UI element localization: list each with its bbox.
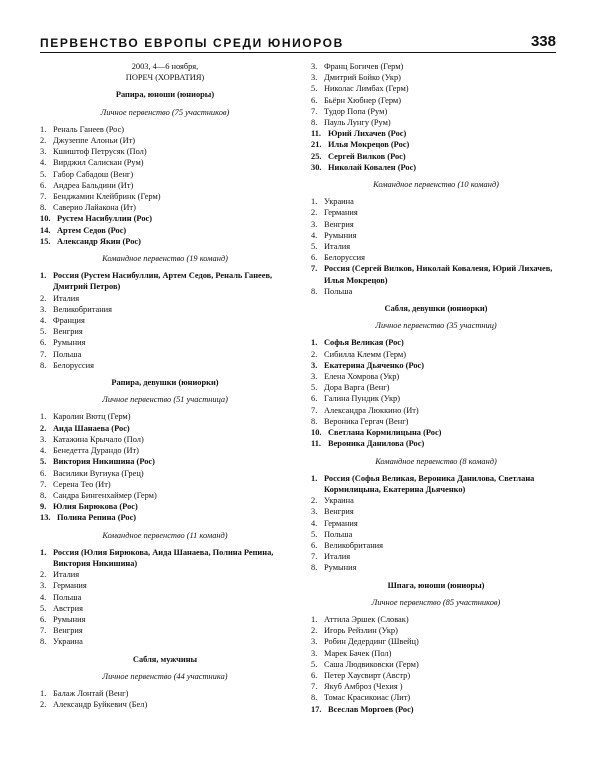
list-item: 2. Аида Шанаева (Рос) bbox=[40, 423, 130, 433]
list-item: 8. Вероника Гергач (Венг) bbox=[311, 416, 409, 426]
list-item: 13. Полина Репина (Рос) bbox=[40, 513, 137, 523]
individual-list-foil-girls bbox=[40, 411, 290, 523]
list-item: 7. Польша bbox=[40, 349, 82, 359]
list-item: 10. Рустем Насибуллин (Рос) bbox=[40, 214, 153, 224]
list-item: 3. Германия bbox=[40, 581, 87, 591]
list-item: 5. Николас Лимбах (Герм) bbox=[311, 84, 409, 94]
individual-list-sabre-girls bbox=[311, 337, 561, 449]
list-item: 6. Василики Вугиука (Грец) bbox=[40, 468, 144, 478]
list-item: 4. Германия bbox=[311, 518, 358, 528]
team-list-sabre-men bbox=[311, 196, 561, 297]
list-item: 6. Румыния bbox=[40, 338, 86, 348]
list-item: 1. Каролин Вютц (Герм) bbox=[40, 412, 131, 422]
list-item: 8. Румыния bbox=[311, 563, 357, 573]
team-title-foil-boys: Командное первенство (19 команд) bbox=[102, 254, 228, 264]
list-item: 7. Александра Люккино (Ит) bbox=[311, 405, 419, 415]
list-item: 2. Украина bbox=[311, 496, 354, 506]
list-item: 2. Сибилла Клемм (Герм) bbox=[311, 349, 407, 359]
left-column bbox=[40, 61, 290, 710]
list-item: 6. Андреа Бальдини (Ит) bbox=[40, 180, 134, 190]
list-item: 30. Николай Ковален (Рос) bbox=[311, 162, 417, 172]
list-item: 6. Белоруссия bbox=[311, 253, 365, 263]
list-item: 21. Илья Мокрецов (Рос) bbox=[311, 140, 410, 150]
list-item: 5. Виктория Никишина (Рос) bbox=[40, 457, 155, 467]
list-item: 4. Румыния bbox=[311, 230, 357, 240]
list-item: 3. Венгрия bbox=[311, 507, 354, 517]
list-item: 7. Якуб Амброз (Чехия ) bbox=[311, 682, 403, 692]
individual-list-epee-boys bbox=[311, 614, 561, 715]
team-list-sabre-girls bbox=[311, 473, 561, 574]
list-item: 1. Россия (Рустем Насибуллин, Артем Седов, Реналь Ганеев, Дмитрий Петров) bbox=[40, 271, 273, 292]
team-title-sabre-men: Командное первенство (10 команд) bbox=[373, 180, 499, 190]
list-item: 25. Сергей Вилков (Рос) bbox=[311, 151, 406, 161]
list-item: 2. Италия bbox=[40, 570, 80, 580]
list-item: 5. Габор Сабадош (Венг) bbox=[40, 169, 134, 179]
list-item: 3. Катажина Крычало (Пол) bbox=[40, 434, 144, 444]
list-item: 3. Франц Богичев (Герм) bbox=[311, 62, 404, 71]
list-item: 17. Всеслав Моргоев (Рос) bbox=[311, 704, 414, 714]
list-item: 15. Александр Якин (Рос) bbox=[40, 236, 141, 246]
header-rule bbox=[40, 52, 556, 53]
list-item: 7. Тудор Попа (Рум) bbox=[311, 106, 388, 116]
individual-title-foil-girls: Личное первенство (51 участница) bbox=[102, 395, 228, 405]
list-item: 3. Венгрия bbox=[311, 219, 354, 229]
list-item: 3. Дмитрий Бойко (Укр) bbox=[311, 73, 401, 83]
event-place: ПОРЕЧ (ХОРВАТИЯ) bbox=[125, 73, 205, 83]
list-item: 1. Балаж Лонтай (Венг) bbox=[40, 688, 129, 698]
list-item: 5. Венгрия bbox=[40, 327, 83, 337]
list-item: 1. Софья Великая (Рос) bbox=[311, 338, 404, 348]
individual-title-sabre-girls: Личное первенство (35 участниц) bbox=[375, 321, 497, 331]
list-item: 1. Украина bbox=[311, 197, 354, 207]
list-item: 3. Екатерина Дьяченко (Рос) bbox=[311, 360, 425, 370]
list-item: 3. Елена Хомрова (Укр) bbox=[311, 372, 400, 382]
list-item: 8. Украина bbox=[40, 637, 83, 647]
list-item: 1. Россия (Юлия Бирюкова, Аида Шанаева, Полина Репина, Виктория Никишина) bbox=[40, 547, 274, 568]
list-item: 5. Австрия bbox=[40, 603, 83, 613]
list-item: 4. Бенедетта Дурандо (Ит) bbox=[40, 446, 139, 456]
right-column bbox=[311, 61, 561, 715]
list-item: 6. Галина Пундик (Укр) bbox=[311, 394, 401, 404]
list-item: 6. Румыния bbox=[40, 614, 86, 624]
list-item: 7. Бенджамин Клейбринк (Герм) bbox=[40, 192, 161, 202]
list-item: 3. Великобритания bbox=[40, 304, 113, 314]
list-item: 1. Аттила Эршек (Словак) bbox=[311, 614, 409, 624]
individual-title-sabre-men: Личное первенство (44 участника) bbox=[102, 671, 228, 681]
list-item: 11. Юрий Лихачев (Рос) bbox=[311, 129, 407, 139]
list-item: 6. Великобритания bbox=[311, 540, 384, 550]
list-item: 4. Польша bbox=[40, 592, 82, 602]
list-item: 6. Бьёрн Хюбнер (Герм) bbox=[311, 95, 402, 105]
list-item: 1. Реналь Ганеев (Рос) bbox=[40, 124, 125, 134]
team-list-foil-girls bbox=[40, 547, 290, 648]
individual-list-foil-boys bbox=[40, 124, 290, 247]
list-item: 7. Россия (Сергей Вилков, Николай Коваленя, Юрий Лихачев, Илья Мокрецов) bbox=[311, 264, 553, 285]
list-item: 3. Кшиштоф Петрусяк (Пол) bbox=[40, 147, 147, 157]
page-number: 338 bbox=[530, 33, 556, 50]
team-list-foil-boys bbox=[40, 270, 290, 371]
list-item: 8. Белоруссия bbox=[40, 360, 94, 370]
list-item: 8. Пауль Лунгу (Рум) bbox=[311, 118, 391, 128]
list-item: 10. Светлана Кормилицына (Рос) bbox=[311, 428, 442, 438]
list-item: 14. Артем Седов (Рос) bbox=[40, 225, 127, 235]
list-item: 4. Вирджил Салискан (Рум) bbox=[40, 158, 144, 168]
list-item: 5. Польша bbox=[311, 529, 353, 539]
page-header bbox=[40, 33, 556, 53]
list-item: 8. Саверио Лайакона (Ит) bbox=[40, 203, 136, 213]
running-title: ПЕРВЕНСТВО ЕВРОПЫ СРЕДИ ЮНИОРОВ bbox=[40, 36, 344, 50]
list-item: 8. Сандра Бингенхаймер (Герм) bbox=[40, 490, 157, 500]
list-item: 2. Игорь Рейзлин (Укр) bbox=[311, 626, 398, 636]
list-item: 2. Италия bbox=[40, 293, 80, 303]
team-title-foil-girls: Командное первенство (11 команд) bbox=[102, 530, 228, 540]
section-title-sabre-girls: Сабля, девушки (юниорки) bbox=[384, 304, 488, 314]
list-item: 7. Серена Тео (Ит) bbox=[40, 479, 111, 489]
individual-list-sabre-men-part2 bbox=[311, 61, 561, 173]
list-item: 9. Юлия Бирюкова (Рос) bbox=[40, 502, 138, 512]
list-item: 2. Джузеппе Алоньи (Ит) bbox=[40, 136, 136, 146]
section-title-foil-boys: Рапира, юноши (юниоры) bbox=[115, 90, 215, 100]
list-item: 7. Италия bbox=[311, 552, 351, 562]
list-item: 3. Марек Бачек (Пол) bbox=[311, 648, 392, 658]
list-item: 6. Петер Хаусвирт (Австр) bbox=[311, 670, 411, 680]
list-item: 5. Дора Варга (Венг) bbox=[311, 383, 390, 393]
event-date: 2003, 4—6 ноября, bbox=[131, 62, 199, 71]
section-title-sabre-men: Сабля, мужчины bbox=[132, 654, 198, 664]
section-title-epee-boys: Шпага, юноши (юниоры) bbox=[387, 580, 485, 590]
individual-list-sabre-men-part1 bbox=[40, 688, 290, 710]
section-title-foil-girls: Рапира, девушки (юниорки) bbox=[111, 378, 219, 388]
list-item: 2. Александр Буйкевич (Бел) bbox=[40, 700, 148, 710]
list-item: 4. Франция bbox=[40, 316, 85, 326]
list-item: 5. Саша Людвиковски (Герм) bbox=[311, 659, 419, 669]
list-item: 1. Россия (Софья Великая, Вероника Данилова, Светлана Кормилицына, Екатерина Дьяченко) bbox=[311, 473, 535, 494]
team-title-sabre-girls: Командное первенство (8 команд) bbox=[375, 456, 497, 466]
list-item: 3. Робин Дедердинг (Швейц) bbox=[311, 637, 419, 647]
list-item: 8. Томас Красикоиас (Лит) bbox=[311, 693, 411, 703]
list-item: 2. Германия bbox=[311, 208, 358, 218]
list-item: 11. Вероника Данилова (Рос) bbox=[311, 439, 425, 449]
list-item: 7. Венгрия bbox=[40, 626, 83, 636]
individual-title-foil-boys: Личное первенство (75 участников) bbox=[100, 107, 230, 117]
list-item: 8. Польша bbox=[311, 286, 353, 296]
individual-title-epee-boys: Личное первенство (85 участников) bbox=[371, 597, 501, 607]
list-item: 5. Италия bbox=[311, 242, 351, 252]
